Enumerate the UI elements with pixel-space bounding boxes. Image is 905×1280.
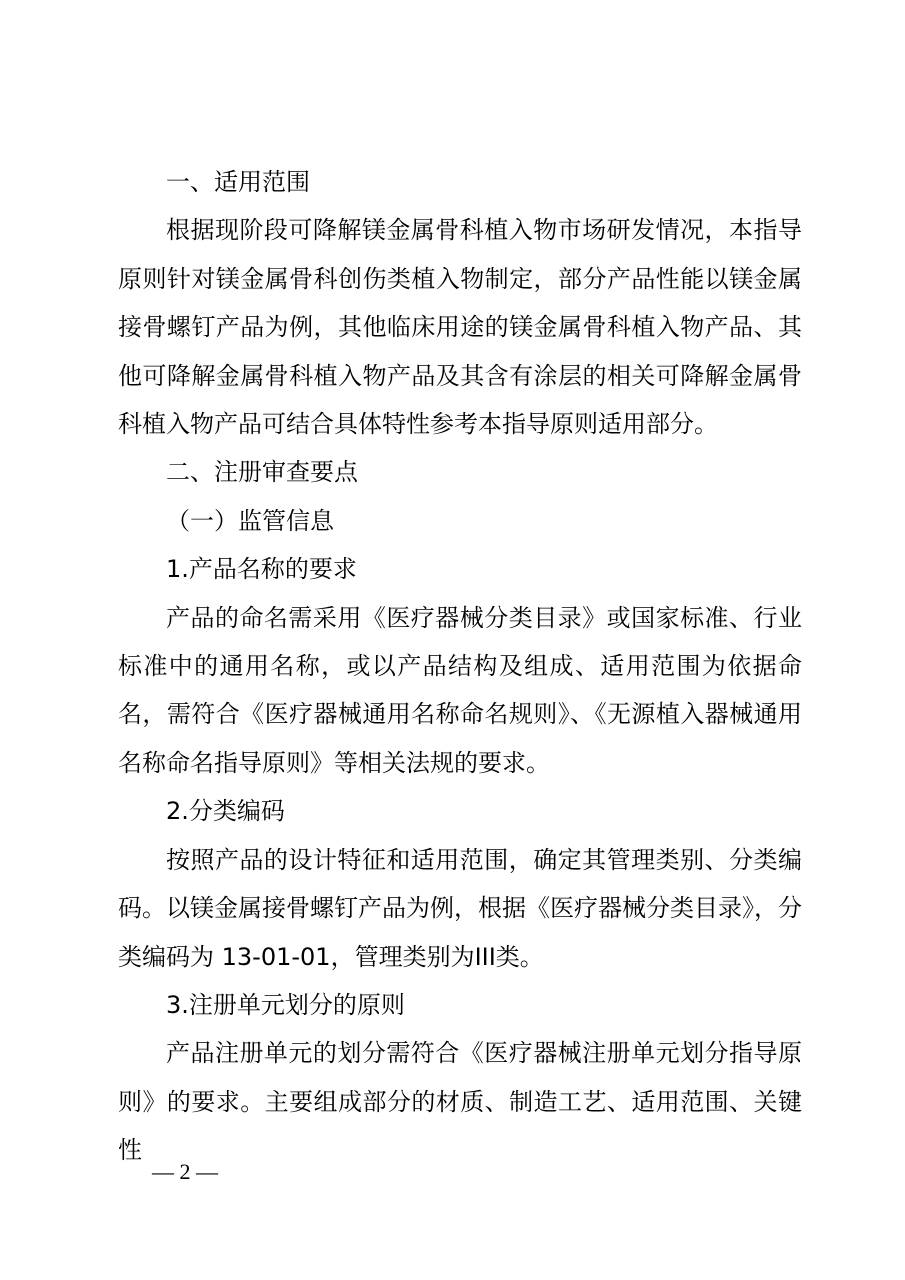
section2-heading: 二、注册审查要点 xyxy=(166,458,358,487)
item2-body: 按照产品的设计特征和适用范围，确定其管理类别、分类编码。以镁金属接骨螺钉产品为例，根据《医疗器械分类目录》，分类编码为 13-01-01，管理类别为III类。 xyxy=(118,845,802,971)
item1-heading: 1.产品名称的要求 xyxy=(166,555,357,584)
document-body xyxy=(118,158,802,1175)
section1-heading: 一、适用范围 xyxy=(166,168,310,196)
subsection1-heading: （一）监管信息 xyxy=(166,506,334,535)
page-number: — 2 — xyxy=(152,1159,218,1184)
item1-body: 产品的命名需采用《医疗器械分类目录》或国家标准、行业标准中的通用名称，或以产品结构及组成、适用范围为依据命名，需符合《医疗器械通用名称命名规则》、《无源植入器械通用名称命名指导原则》等相关法规的要求。 xyxy=(118,603,802,777)
item3-body: 产品注册单元的划分需符合《医疗器械注册单元划分指导原则》的要求。主要组成部分的材质、制造工艺、适用范围、关键性 xyxy=(118,1039,802,1165)
item3-heading: 3.注册单元划分的原则 xyxy=(166,990,405,1019)
section1-body: 根据现阶段可降解镁金属骨科植入物市场研发情况，本指导原则针对镁金属骨科创伤类植入物制定，部分产品性能以镁金属接骨螺钉产品为例，其他临床用途的镁金属骨科植入物产品、其他可降解金属骨科植入物产品及其含有涂层的相关可降解金属骨科植入物产品可结合具体特性参考本指导原则适用部分。 xyxy=(118,216,802,439)
item2-heading: 2.分类编码 xyxy=(166,797,285,826)
